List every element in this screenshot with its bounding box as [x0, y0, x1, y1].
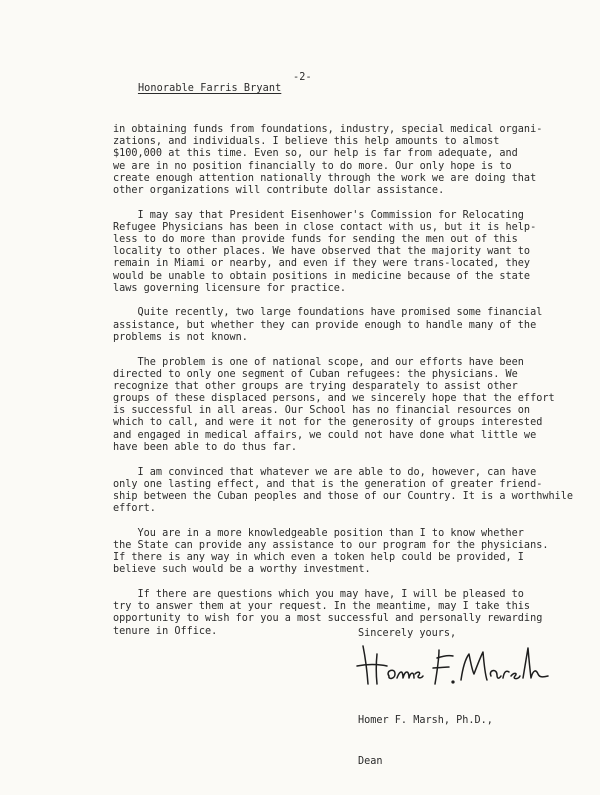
letter-body [113, 124, 574, 650]
text-line: If there are questions which you may have, I will be pleased to [113, 589, 524, 600]
text-line: the State can provide any assistance to our program for the physicians. [113, 539, 549, 551]
text-line: locality to other places. We have observed that the majority want to [113, 246, 531, 258]
text-line: remain in Miami or nearby, and even if they were trans-located, they [113, 258, 531, 270]
handwritten-signature [353, 640, 563, 692]
text-line: opportunity to wish for you a most successful and personally rewarding [113, 613, 543, 625]
text-line: recognize that other groups are trying desparately to assist other [113, 380, 518, 392]
paragraph [113, 527, 549, 577]
page-number: -2- [293, 72, 312, 83]
text-line: less to do more than provide funds for sending the men out of this [113, 234, 518, 245]
text-line: believe such would be a worthy investment. [113, 564, 371, 576]
text-line: and engaged in medical affairs, we could not have done what little we [113, 429, 537, 441]
signer-title: Dean [358, 755, 383, 767]
text-line: would be unable to obtain positions in medicine because of the state [113, 270, 531, 282]
text-line: directed to only one segment of Cuban refugees: the physicians. We [113, 368, 518, 380]
text-line: Quite recently, two large foundations have promised some financial [113, 307, 543, 319]
addressee: Honorable Farris Bryant [137, 83, 282, 94]
paragraph [113, 307, 543, 344]
text-line: $100,000 at this time. Even so, our help is far from adequate, and [113, 148, 518, 160]
text-line: Refugee Physicians has been in close contact with us, but it is help- [113, 221, 537, 233]
text-line: ship between the Cuban peoples and those of our Country. It is a worthwhile [113, 490, 574, 502]
text-line: zations, and individuals. I believe this help amounts to almost [113, 136, 500, 148]
text-line: in obtaining funds from foundations, industry, special medical organi- [113, 124, 543, 135]
text-line: If there is any way in which even a token help could be provided, I [113, 552, 524, 564]
text-line: try to answer them at your request. In the meantime, may I take this [113, 601, 531, 613]
text-line: only one lasting effect, and that is the generation of greater friend- [113, 478, 543, 490]
text-line: problems is not known. [113, 331, 248, 343]
text-line: groups of these displaced persons, and we sincerely hope that the effort [113, 393, 555, 405]
text-line: laws governing licensure for practice. [113, 282, 347, 294]
letter-header [113, 72, 312, 116]
signer-name: Homer F. Marsh, Ph.D., [358, 715, 493, 726]
text-line: assistance, but whether they can provide enough to handle many of the [113, 319, 537, 331]
paragraph [113, 124, 543, 197]
text-line: The problem is one of national scope, and our efforts have been [113, 356, 524, 368]
paragraph [113, 589, 543, 638]
text-line: other organizations will contribute dollar assistance. [113, 184, 445, 196]
paragraph [113, 466, 574, 516]
text-line: tenure in Office. [113, 625, 218, 637]
paragraph [113, 209, 537, 295]
text-line: which to call, and were it not for the generosity of groups interested [113, 417, 543, 429]
text-line: I am convinced that whatever we are able to do, however, can have [113, 466, 537, 478]
text-line: is successful in all areas. Our School has no financial resources on [113, 405, 531, 417]
signature-block [358, 687, 493, 795]
text-line: I may say that President Eisenhower's Commission for Relocating [113, 209, 524, 221]
closing-salutation: Sincerely yours, [358, 628, 457, 639]
text-line: we are in no position financially to do more. Our only hope is to [113, 160, 512, 172]
text-line: You are in a more knowledgeable position than I to know whether [113, 527, 524, 539]
paragraph [113, 356, 555, 455]
text-line: create enough attention nationally through the work we are doing that [113, 172, 537, 184]
text-line: effort. [113, 503, 156, 515]
text-line: have been able to do thus far. [113, 441, 298, 453]
